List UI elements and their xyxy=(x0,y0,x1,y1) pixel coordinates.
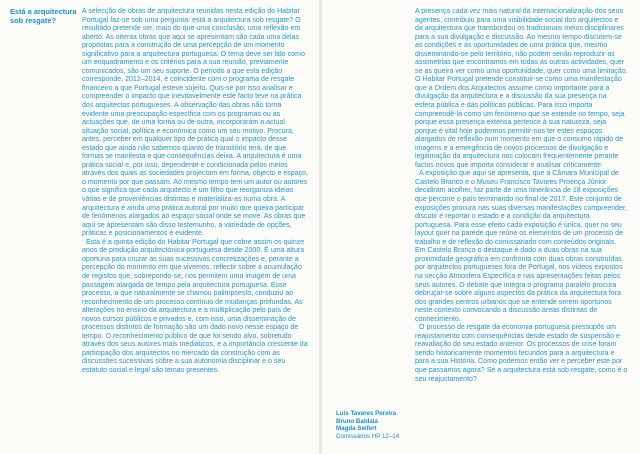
curator-role: Comissários HP 12–14 xyxy=(336,432,400,440)
paragraph: A selecção de obras de arquitectura reunidas nesta edição do Habitar Portugal faz-se sob uma pergunta: está a arquitectura sob resgate? O resultado pretende ser, mais do que uma conclusão, uma reflexão em aberto. As oitenta obras que aqui se apresentam são cada uma delas propostas para a construção de uma percepção de um momento significativo para a arquitectura portuguesa. O tema deve ser lido como um enquadramento e os critérios para a sua reunião, previamente comunicados, são um seu suporte. O período a que esta edição corresponde, 2012–2014, é coincidente com o programa de resgate financeiro a que Portugal esteve sujeito. Quis-se por isso analisar e compreender o impacto que inevitavelmente este facto teve na prática dos arquitectos portugueses. A observação das obras não torna evidente uma preocupação específica com os programas ou as actuações que, de uma forma ou de outra, incorporaram a actual situação social, política e económica como um seu motivo. Procura, antes, perceber em qualquer tipo de prática qual o impacto desse estado que ainda não sabemos quanto de transitório terá, de que formas se manifesta e que consequências deixa. A arquitectura é uma prática social e, por isso, dependente e condicionada pelos meios através dos quais as sociedades projectam em forma, objecto e espaço, o momento por que passam. Ao mesmo tempo tem um autor ou autores o que significa que cada arquitecto é um filtro que reorganiza ideias várias e de proveniências distintas e materializa-as numa obra. A arquitectura é ainda uma prática autoral por muito que queira participar de fenómenos alargados ao espaço social onde se move. As obras que aqui se apresentam são disso testemunho, a variedade de opções, práticas e posicionamentos é evidente. xyxy=(82,8,309,238)
paragraph: A exposição que aqui se apresenta, que a Câmara Municipal de Castelo Branco e o Museu Francisco Tavares Proença Júnior decidiram acolher, faz parte de uma itinerância de 18 exposições que percorre o país terminando no final de 2017. Este conjunto de exposições procura nas suas diversas manifestações compreender, discutir e reportar o estado e a condição da arquitectura portuguesa. Para esse efeito cada exposição é única, quer no seu layout quer na parede que reúne os elementos de um processo de trabalho e de reflexão do comissariado com conteúdos originais. Em Castelo Branco o destaque é dado a duas obras na sua proximidade geográfica em confronto com duas obras construídas por arquitectos portugueses fora de Portugal, nos vídeos expostos na secção Atmosfera Específica e nas apresentações feitas pelos seus autores. O debate que integra o programa paralelo procura debruçar-se sobre alguns aspectos da prática da arquitectura fora dos grandes centros urbanos que se entende serem oportunos neste contexto convocando a discussão áreas distintas de conhecimento. xyxy=(415,170,627,323)
paragraph: Esta é a quinta edição do Habitar Portugal que cobre assim os quinze anos de produção arquitectónica portuguesa desde 2000. É uma altura oportuna para cruzar as suas sucessivas concretizações e, perante a percepção do momento em que vivemos, reflectir sobre a acumulação de registos que, sobrepondo-se, nos permitem uma imagem de uma passagem alargada de tempo pela arquitectura portuguesa. Esse processo, a que naturalmente se chamou palimpsesto, conduziu ao reconhecimento de um processo contínuo de mudanças profundas. As alterações no ensino da arquitectura e a multiplicação pelo país de novos cursos públicos e privados e, com isso, uma disseminação de processos distintos de formação são um dado novo nesse espaço de tempo. O reconhecimento público de que foi sendo alvo, sobretudo através dos seus autores mais mediáticos, e a importância crescente da participação dos arquitectos no mercado da construção com as discussões sucessivas sobre a sua autonomia disciplinar e o seu estatuto social e legal são temas presentes. xyxy=(82,238,308,374)
curator-name: Luís Tavares Pereira xyxy=(336,410,397,417)
right-text-column xyxy=(415,8,628,384)
curator-name: Magda Seifert xyxy=(336,425,377,433)
credits-block xyxy=(336,410,416,440)
paragraph: O processo de resgate da economia portuguesa pressupôs um reajustamento com consequências desde estado de suspensão e reavaliação do seu estado anterior. Os processos de crise foram sendo historicamente momentos fecundos para a arquitectura e para a sua História. Como podemos então ver e perceber este por que passamos agora? Se a arquitectura está sob resgate, como é o seu reajustamento? xyxy=(415,324,628,383)
curator-name: Bruno Baldaia xyxy=(336,417,378,425)
paragraph: A presença cada vez mais natural da internacionalização dos seus agentes, contribuiu para uma visibilidade social dos arquitectos e da arquitectura que transbordou os tradicionais meios disciplinares para a sua divulgação e discussão. Ao mesmo tempo discutem-se as condições e as oportunidades de uma prática que, mesmo disseminando-se pelo território, não podem senão reproduzir as assimetrias que encontramos em todas as outras actividades, quer se as queira ver como uma oportunidade, quer como uma limitação. O Habitar Portugal pretende constituir-se como uma manifestação que a Ordem dos Arquitectos assume como importante para a divulgação da arquitectura e a discussão da sua presença na esfera pública e das políticas públicas. Para isso importa compreendê-la como um fenómeno que se estende no tempo, seja porque essa presença extensa pertence à sua natureza, seja porque é vital hoje podermos permitir-nos ter estes espaços alargados de reflexão num momento em que o consumo rápido de imagens e a emergência de novos processos de divulgação e legitimação da arquitectura nos colocam frequentemente perante factos novos que importa considerar e analisar criticamente. xyxy=(415,8,628,169)
section-heading: Está a arquitectura sob resgate? xyxy=(10,7,77,25)
page-fold xyxy=(319,0,322,454)
left-text-column xyxy=(82,8,308,376)
